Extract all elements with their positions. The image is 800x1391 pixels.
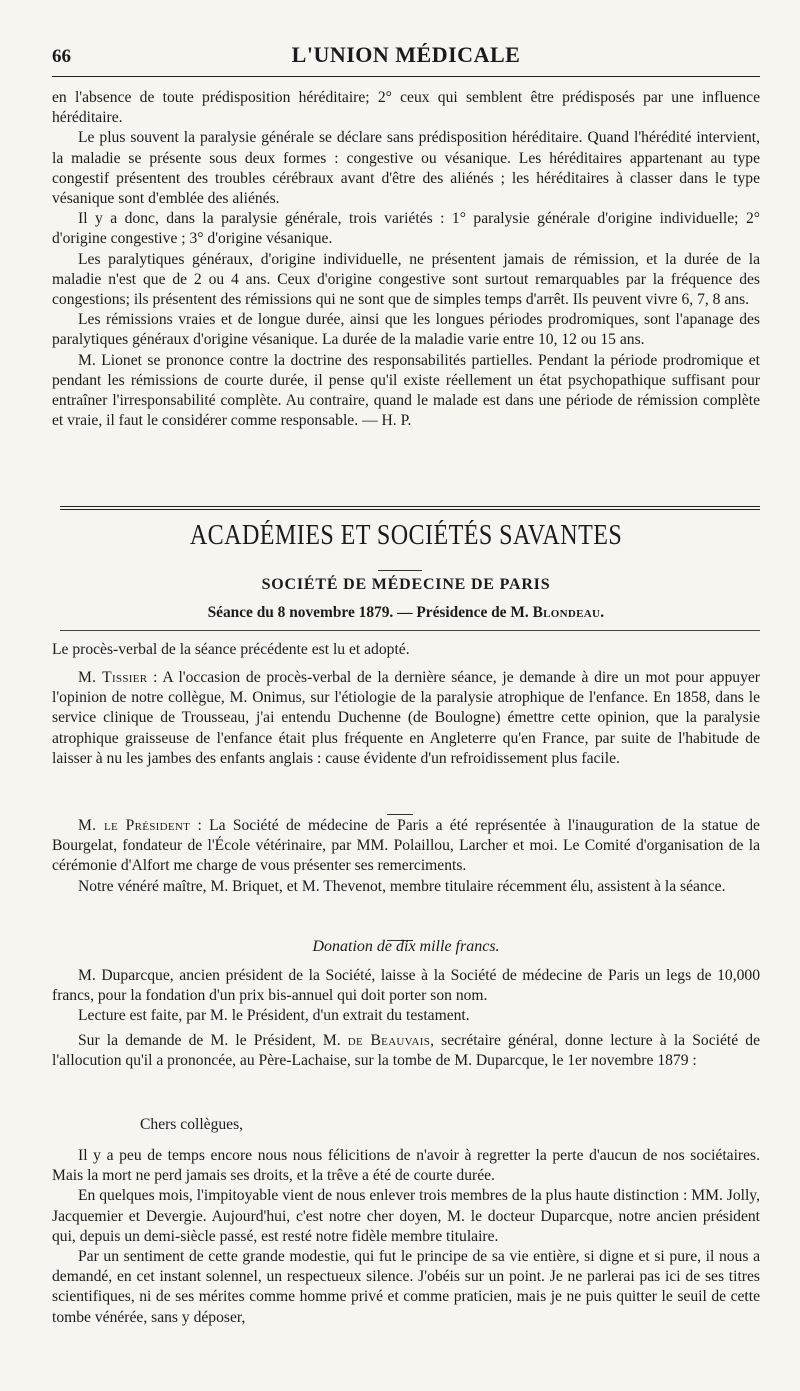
society-name: SOCIÉTÉ DE MÉDECINE DE PARIS: [261, 576, 551, 593]
donation-paragraph: M. Duparcque, ancien président de la Société, laisse à la Société de médecine de Paris un legs de 10,000 francs, pour la fondation d'un prix bis-annuel qui doit porter son nom.: [52, 967, 760, 1005]
allocution-paragraph: Par un sentiment de cette grande modestie, qui fut le principe de sa vie entière, si digne et si pure, il nous a demandé, en cet instant solennel, un respectueux silence. J'obéis sur un point. Je ne parlerai pas ici de ses titres scientifiques, ni de ses mérites comme homme privé et comme praticien, mais je ne puis quitter le seuil de cette tombe vénérée, sans y déposer,: [52, 1248, 760, 1326]
seance-rule: [60, 630, 760, 631]
p3-after: , secrétaire général, donne lecture à la Société de l'allocution qu'il a prononcée, au Père-Lachaise, sur la tombe de M. Duparcque, le 1er novembre 1879 :: [52, 1031, 760, 1069]
president-name: Blondeau.: [532, 604, 605, 621]
intro-paragraph: Les rémissions vraies et de longue durée, ainsi que les longues périodes prodromiques, sont l'apanage des paralytiques généraux d'origine vésanique. La durée de la maladie varie entre 10, 12 ou 15 ans.: [52, 311, 760, 349]
p3-before: Sur la demande de M. le Président, M.: [78, 1031, 348, 1049]
section-divider: [60, 506, 760, 510]
president-text: : La Société de médecine de Paris a été représentée à l'inauguration de la statue de Bourgelat, fondateur de l'École vétérinaire, par MM. Polaillou, Larcher et moi. Le Comité d'organisation de la cérémonie d'Alfort me charge de vous présenter ses remerciments.: [52, 817, 760, 875]
section-title: ACADÉMIES ET SOCIÉTÉS SAVANTES: [189, 520, 623, 551]
intro-paragraph: M. Lionet se prononce contre la doctrine des responsabilités partielles. Pendant la période prodromique et pendant les rémissions de courte durée, il pense qu'il existe réellement un état psychopathique suffisant pour entraîner l'irresponsabilité complète. Au contraire, quand le malade est dans une période de rémission complète et vraie, il faut le considérer comme responsable. — H. P.: [52, 351, 760, 430]
tissier-text: : A l'occasion de procès-verbal de la dernière séance, je demande à dire un mot pour appuyer l'opinion de notre collègue, M. Onimus, sur l'étiologie de la paralysie atrophique de l'enfance. En 1858, dans le service clinique de Trousseau, j'ai entendu Duchenne (de Boulogne) émettre cette opinion, que la paralysie atrophique graisseuse de l'enfance était plus fréquente en Angleterre qu'en France, par suite de l'habitude de laisser à nu les jambes des enfants anglais : cause évidente d'un refroidissement plus facile.: [52, 669, 760, 767]
donation-paragraph: Lecture est faite, par M. le Président, d'un extrait du testament.: [78, 1007, 470, 1025]
title-ornament: [0, 558, 800, 576]
allocution-paragraph: Il y a peu de temps encore nous nous félicitions de n'avoir à regretter la perte d'aucun de nos sociétaires. Mais la mort ne perd jamais ses droits, et la trêve a été de courte durée.: [52, 1147, 760, 1185]
president-statement: [52, 816, 760, 897]
journal-title: L'UNION MÉDICALE: [291, 42, 521, 67]
proces-verbal: [52, 640, 760, 660]
tissier-statement: [52, 668, 760, 769]
allocution-paragraph: En quelques mois, l'impitoyable vient de nous enlever trois membres de la plus haute distinction : MM. Jolly, Jacquemier et Devergie. Aujourd'hui, c'est notre cher doyen, M. le docteur Duparcque, notre ancien président qui, depuis un demi-siècle passé, est resté notre fidèle membre titulaire.: [52, 1187, 760, 1245]
donation-text: [52, 966, 760, 1071]
donation-paragraph: [52, 1031, 760, 1071]
intro-text: [52, 88, 760, 431]
page-header: [52, 40, 760, 74]
seance-date: Séance du 8 novembre 1879. — Présidence de M.: [207, 604, 533, 621]
seance-line: [52, 604, 760, 622]
intro-paragraph: en l'absence de toute prédisposition héréditaire; 2° ceux qui semblent être prédisposés par une influence héréditaire.: [52, 89, 760, 127]
allocution-text: [52, 1146, 760, 1328]
header-rule: [52, 76, 760, 77]
intro-paragraph: Il y a donc, dans la paralysie générale, trois variétés : 1° paralysie générale d'origine individuelle; 2° d'origine congestive ; 3° d'origine vésanique.: [52, 210, 760, 248]
intro-paragraph: Le plus souvent la paralysie générale se déclare sans prédisposition héréditaire. Quand l'hérédité intervient, la maladie se présente sous deux formes : congestive ou vésanique. Les héréditaires appartenant au type congestif présentent des troubles cérébraux avant d'être des aliénés ; les héréditaires à classer dans le type vésanique sont d'emblée des aliénés.: [52, 129, 760, 208]
intro-paragraph: Les paralytiques généraux, d'origine individuelle, ne présentent jamais de rémission, et la durée de la maladie n'est que de 2 ou 4 ans. Ceux d'origine congestive sont surtout remarquables par la fréquence des congestions; ils présentent des rémissions qui ne sont que de simples temps d'arrêt. Ils peuvent vivre 6, 7, 8 ans.: [52, 250, 760, 309]
donation-subtitle: Donation de dix mille francs.: [312, 938, 500, 955]
proces-verbal-text: Le procès-verbal de la séance précédente est lu et adopté.: [52, 641, 410, 658]
speaker-president: M. le Président: [78, 817, 191, 834]
president-second: Notre vénéré maître, M. Briquet, et M. Thevenot, membre titulaire récemment élu, assistent à la séance.: [78, 877, 726, 895]
secretary-name: de Beauvais: [347, 1031, 431, 1049]
page-number: 66: [52, 46, 71, 67]
salutation: Chers collègues,: [140, 1116, 244, 1133]
speaker-tissier: M. Tissier: [78, 669, 148, 686]
